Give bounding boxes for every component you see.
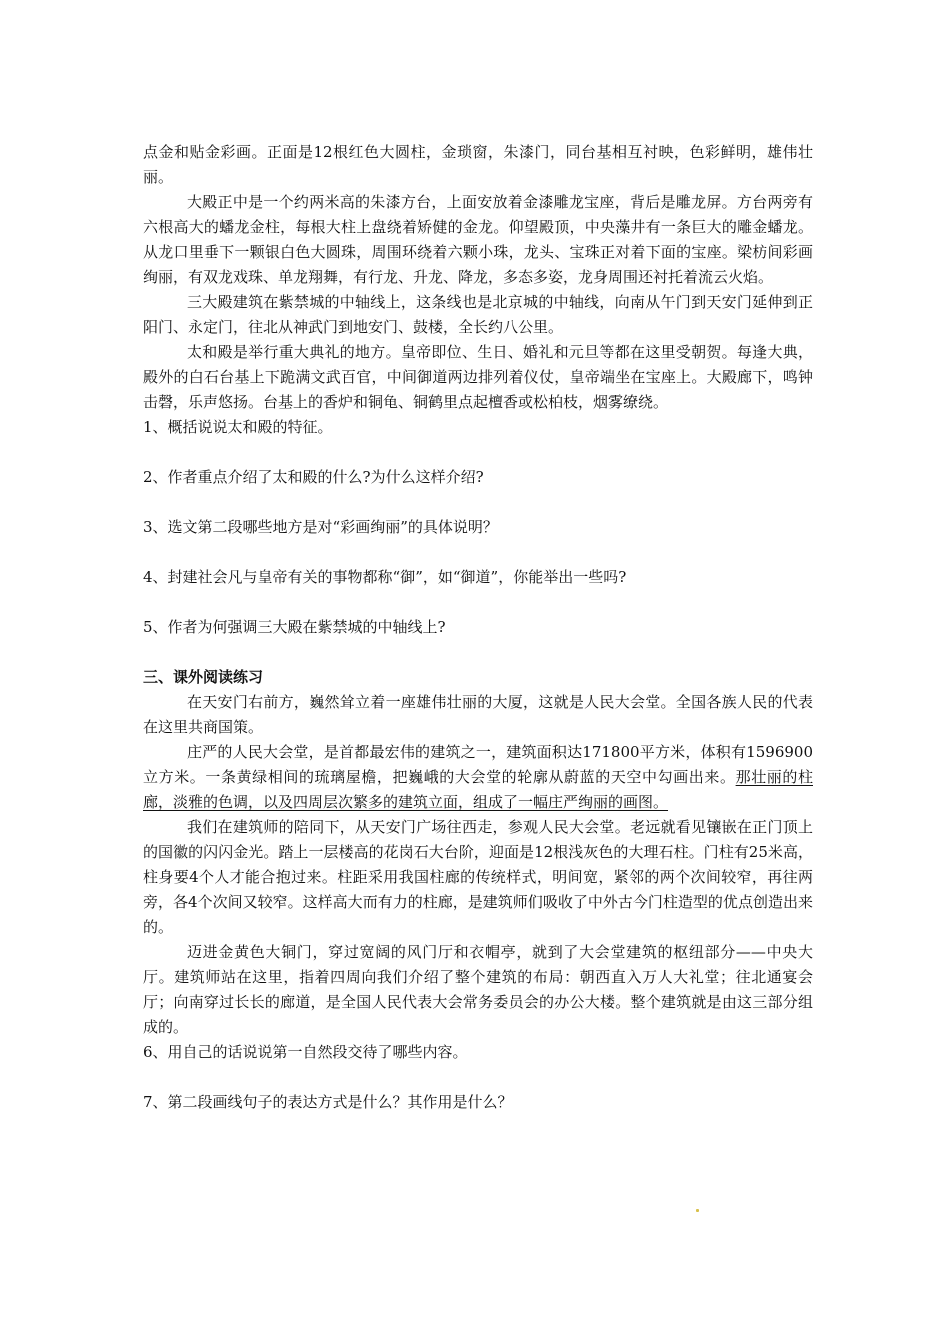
question-4: 4、封建社会凡与皇帝有关的事物都称“御”，如“御道”，你能举出一些吗?	[143, 568, 627, 586]
question-1: 1、概括说说太和殿的特征。	[143, 418, 333, 436]
question-6: 6、用自己的话说说第一自然段交待了哪些内容。	[143, 1043, 468, 1061]
underlined-sentence: 那壮丽的柱廊，淡雅的色调，以及四周层次繁多的建筑立面，组成了一幅庄严绚丽的画图。	[143, 768, 813, 811]
question-7: 7、第二段画线句子的表达方式是什么？其作用是什么？	[143, 1093, 513, 1111]
paragraph-central-hall: 迈进金黄色大铜门，穿过宽阔的风门厅和衣帽亭，就到了大会堂建筑的枢纽部分——中央大厅。建筑师站在这里，指着四周向我们介绍了整个建筑的布局：朝西直入万人大礼堂；往北通宴会厅；向南穿过长长的廊道，是全国人民代表大会常务委员会的办公大楼。整个建筑就是由这三部分组成的。	[143, 943, 813, 1036]
paragraph-central-axis: 三大殿建筑在紫禁城的中轴线上，这条线也是北京城的中轴线，向南从午门到天安门延伸到正阳门、永定门，往北从神武门到地安门、鼓楼，全长约八公里。	[143, 293, 813, 336]
stray-mark	[696, 1209, 699, 1212]
document-body	[143, 140, 813, 1115]
paragraph-colonnade: 我们在建筑师的陪同下，从天安门广场往西走，参观人民大会堂。老远就看见镶嵌在正门顶上的国徽的闪闪金光。踏上一层楼高的花岗石大台阶，迎面是12根浅灰色的大理石柱。门柱有25米高，柱身要4个人才能合抱过来。柱距采用我国柱廊的传统样式，明间宽，紧邻的两个次间较窄，再往两旁，各4个次间又较窄。这样高大而有力的柱廊，是建筑师们吸收了中外古今门柱造型的优点创造出来的。	[143, 818, 813, 936]
paragraph-taihe-colors: 点金和贴金彩画。正面是12根红色大圆柱，金琐窗，朱漆门，同台基相互衬映，色彩鲜明，雄伟壮丽。	[143, 143, 813, 186]
paragraph-text: 庄严的人民大会堂，是首都最宏伟的建筑之一，建筑面积达171800平方米，体积有1596900立方米。一条黄绿相间的琉璃屋檐，把巍峨的大会堂的轮廓从蔚蓝的天空中勾画出来。	[143, 743, 813, 786]
paragraph-great-hall-size	[143, 740, 813, 815]
section-heading: 三、课外阅读练习	[143, 668, 264, 686]
question-5: 5、作者为何强调三大殿在紫禁城的中轴线上?	[143, 618, 446, 636]
paragraph-throne: 大殿正中是一个约两米高的朱漆方台，上面安放着金漆雕龙宝座，背后是雕龙屏。方台两旁有六根高大的蟠龙金柱，每根大柱上盘绕着矫健的金龙。仰望殿顶，中央藻井有一条巨大的雕金蟠龙。从龙口里垂下一颗银白色大圆珠，周围环绕着六颗小珠，龙头、宝珠正对着下面的宝座。梁枋间彩画绚丽，有双龙戏珠、单龙翔舞，有行龙、升龙、降龙，多态多姿，龙身周围还衬托着流云火焰。	[143, 193, 813, 286]
paragraph-great-hall-intro: 在天安门右前方，巍然耸立着一座雄伟壮丽的大厦，这就是人民大会堂。全国各族人民的代表在这里共商国策。	[143, 693, 813, 736]
paragraph-ceremonies: 太和殿是举行重大典礼的地方。皇帝即位、生日、婚礼和元旦等都在这里受朝贺。每逢大典，殿外的白石台基上下跪满文武百官，中间御道两边排列着仪仗，皇帝端坐在宝座上。大殿廊下，鸣钟击磬，乐声悠扬。台基上的香炉和铜龟、铜鹤里点起檀香或松柏枝，烟雾缭绕。	[143, 343, 813, 411]
question-3: 3、选文第二段哪些地方是对“彩画绚丽”的具体说明？	[143, 518, 498, 536]
question-2: 2、作者重点介绍了太和殿的什么?为什么这样介绍?	[143, 468, 484, 486]
